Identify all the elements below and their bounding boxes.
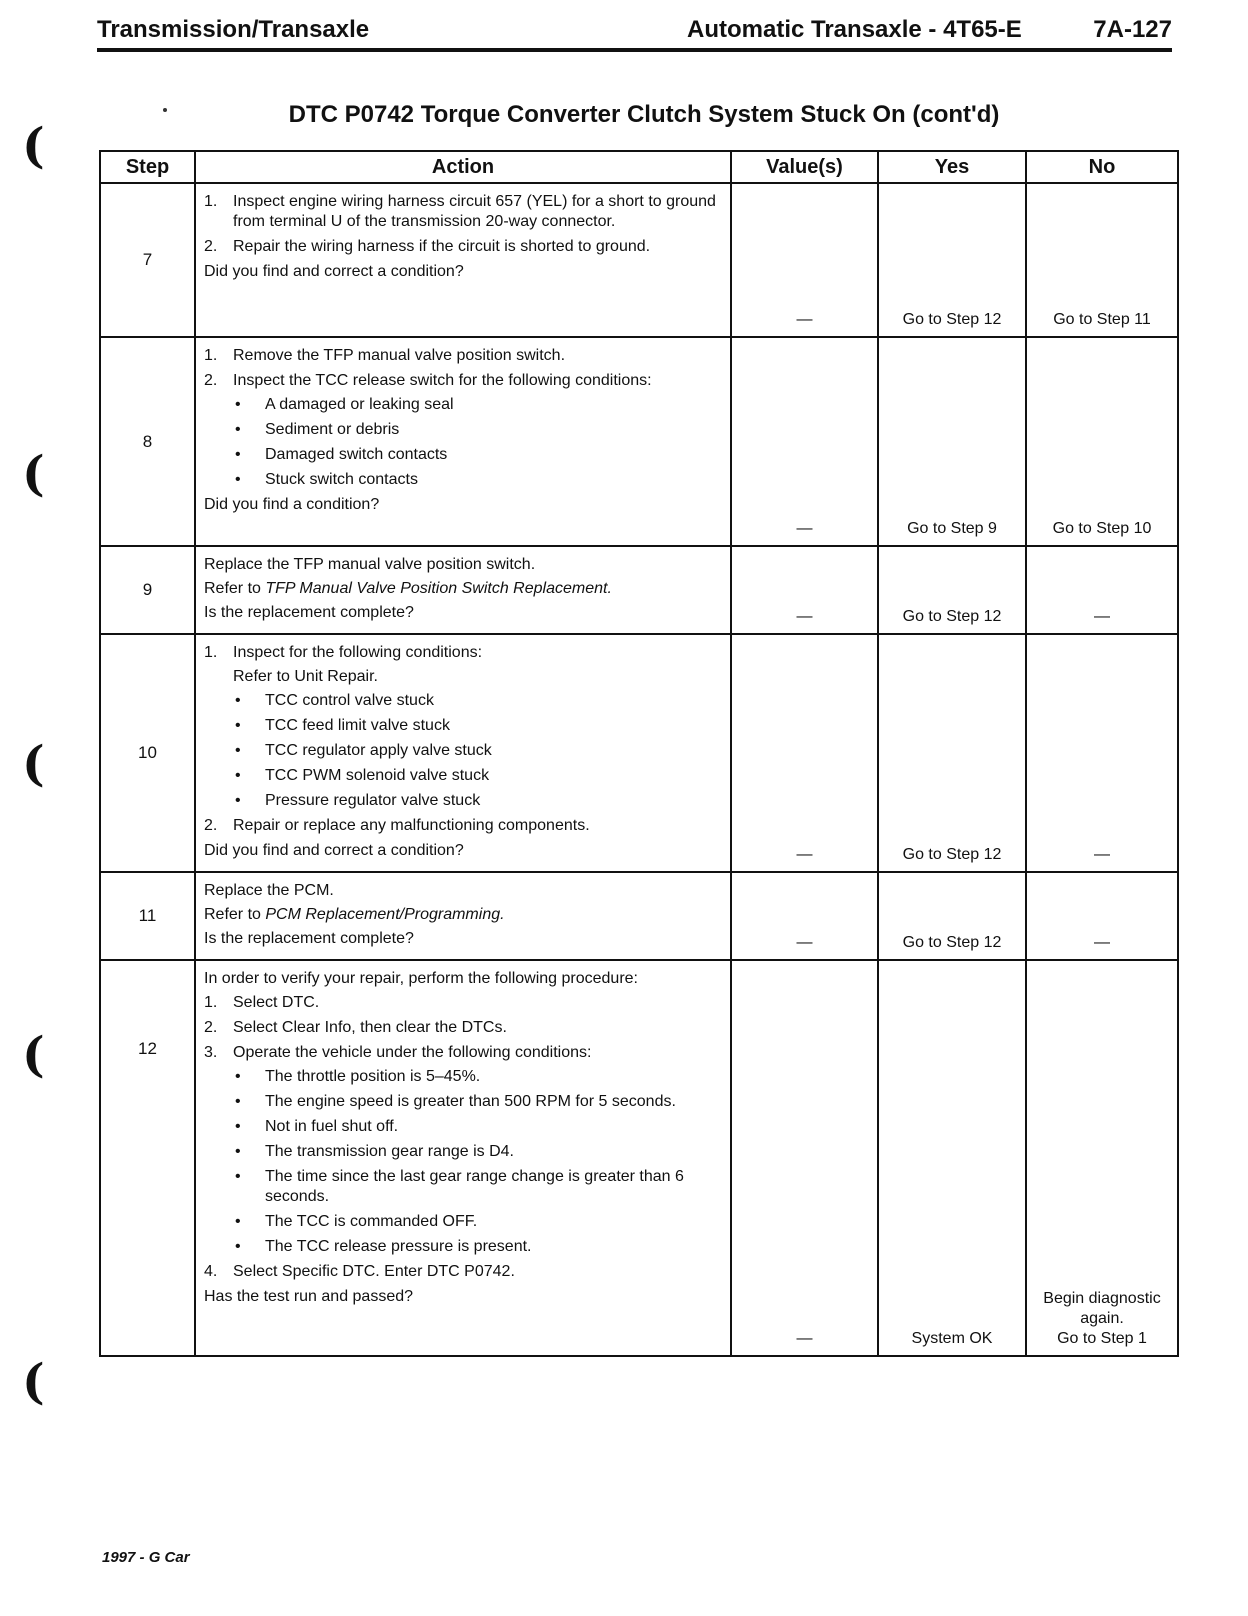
yes-cell: Go to Step 12 — [878, 872, 1026, 960]
column-header-action: Action — [195, 151, 731, 183]
bullet-item: • The TCC release pressure is present. — [233, 1237, 722, 1257]
bullet-item: • Damaged switch contacts — [233, 445, 722, 465]
bullet-item: • The transmission gear range is D4. — [233, 1142, 722, 1162]
action-line: Replace the PCM. — [204, 882, 334, 899]
action-question: Did you find a condition? — [204, 496, 380, 513]
table-row — [100, 960, 1178, 1356]
no-cell: — — [1026, 634, 1178, 872]
bullet-item: • Sediment or debris — [233, 420, 722, 440]
action-item: 1. Remove the TFP manual valve position switch. — [204, 347, 566, 364]
page-footer: 1997 - G Car — [102, 1549, 190, 1566]
action-question: Is the replacement complete? — [204, 604, 414, 621]
action-cell — [195, 183, 731, 337]
action-item: 3. Operate the vehicle under the following conditions: • The throttle position is 5–45%. • The engine speed is greater than 500 RPM for 5 seconds. • Not in fuel shut off. • The transmission gear range is D4. • The time since the last gear range change is greater than 6 seconds. • The TCC is commanded OFF. • The TCC release pressure is present. — [204, 1043, 722, 1257]
table-row — [100, 337, 1178, 546]
page-title: DTC P0742 Torque Converter Clutch System Stuck On (cont'd) — [288, 101, 1000, 128]
action-line: Replace the TFP manual valve position switch. — [204, 556, 536, 573]
bullet-item: • TCC feed limit valve stuck — [233, 716, 722, 736]
action-cell — [195, 872, 731, 960]
action-item: 1. Inspect for the following conditions: Refer to Unit Repair. • TCC control valve stuck • TCC feed limit valve stuck • TCC regulator apply valve stuck • TCC PWM solenoid valve stuck • Pressure regulator valve stuck — [204, 643, 722, 811]
value-cell: — — [731, 546, 878, 634]
step-number: 10 — [100, 634, 195, 872]
table-header-row — [100, 151, 1178, 183]
bullet-item: • The engine speed is greater than 500 RPM for 5 seconds. — [233, 1092, 722, 1112]
yes-cell: Go to Step 12 — [878, 183, 1026, 337]
value-cell: — — [731, 634, 878, 872]
step-number: 7 — [100, 183, 195, 337]
subsection-title: Automatic Transaxle - 4T65-E — [687, 16, 1022, 43]
action-question: Has the test run and passed? — [204, 1288, 414, 1305]
action-item: 2. Select Clear Info, then clear the DTCs. — [204, 1019, 507, 1036]
bullet-item: • TCC control valve stuck — [233, 691, 722, 711]
column-header-yes: Yes — [878, 151, 1026, 183]
no-cell: Go to Step 10 — [1026, 337, 1178, 546]
action-subline: Refer to Unit Repair. — [233, 668, 378, 685]
step-number: 11 — [100, 872, 195, 960]
yes-cell: Go to Step 12 — [878, 546, 1026, 634]
page-header — [97, 14, 1172, 52]
action-question: Is the replacement complete? — [204, 930, 414, 947]
action-item: 2. Repair the wiring harness if the circuit is shorted to ground. — [204, 238, 651, 255]
bullet-item: • The throttle position is 5–45%. — [233, 1067, 722, 1087]
yes-cell: Go to Step 12 — [878, 634, 1026, 872]
bullet-item: • Not in fuel shut off. — [233, 1117, 722, 1137]
action-item: 1. Inspect engine wiring harness circuit 657 (YEL) for a short to ground from terminal U of the transmission 20-way connector. — [204, 193, 716, 230]
bullet-item: • The TCC is commanded OFF. — [233, 1212, 722, 1232]
section-title: Transmission/Transaxle — [97, 16, 370, 43]
no-cell: — — [1026, 546, 1178, 634]
no-cell: Go to Step 11 — [1026, 183, 1178, 337]
action-cell — [195, 634, 731, 872]
binder-clip-icon: ( — [22, 446, 45, 502]
action-question: Did you find and correct a condition? — [204, 842, 464, 859]
bullet-item: • Pressure regulator valve stuck — [233, 791, 722, 811]
action-cell — [195, 546, 731, 634]
table-row — [100, 872, 1178, 960]
action-cell — [195, 960, 731, 1356]
bullet-item: • Stuck switch contacts — [233, 470, 722, 490]
action-reference: Refer to PCM Replacement/Programming. — [204, 906, 505, 923]
binder-clip-icon: ( — [22, 1354, 45, 1410]
column-header-step: Step — [100, 151, 195, 183]
action-reference: Refer to TFP Manual Valve Position Switch Replacement. — [204, 580, 612, 597]
step-number: 8 — [100, 337, 195, 546]
bullet-item: • A damaged or leaking seal — [233, 395, 722, 415]
page-number: 7A-127 — [1093, 16, 1172, 43]
no-cell: — — [1026, 872, 1178, 960]
step-number: 9 — [100, 546, 195, 634]
action-item: 2. Repair or replace any malfunctioning components. — [204, 817, 590, 834]
diagnostic-table — [99, 150, 1179, 1357]
action-item: 4. Select Specific DTC. Enter DTC P0742. — [204, 1263, 515, 1280]
table-row — [100, 546, 1178, 634]
binder-clip-icon: ( — [22, 118, 45, 174]
bullet-item: • TCC regulator apply valve stuck — [233, 741, 722, 761]
binder-clip-icon: ( — [22, 1027, 45, 1083]
yes-cell: System OK — [878, 960, 1026, 1356]
bullet-item: • TCC PWM solenoid valve stuck — [233, 766, 722, 786]
value-cell: — — [731, 872, 878, 960]
value-cell: — — [731, 183, 878, 337]
yes-cell: Go to Step 9 — [878, 337, 1026, 546]
table-row — [100, 183, 1178, 337]
value-cell: — — [731, 337, 878, 546]
step-number: 12 — [100, 960, 195, 1356]
action-item: 1. Select DTC. — [204, 994, 320, 1011]
binder-clip-icon: ( — [22, 736, 45, 792]
value-cell: — — [731, 960, 878, 1356]
column-header-no: No — [1026, 151, 1178, 183]
action-cell — [195, 337, 731, 546]
action-question: Did you find and correct a condition? — [204, 263, 464, 280]
bullet-item: • The time since the last gear range change is greater than 6 seconds. — [233, 1167, 722, 1207]
no-cell: Begin diagnostic again. Go to Step 1 — [1026, 960, 1178, 1356]
reference-document: PCM Replacement/Programming. — [265, 906, 505, 923]
table-row — [100, 634, 1178, 872]
column-header-values: Value(s) — [731, 151, 878, 183]
action-item: 2. Inspect the TCC release switch for the following conditions: • A damaged or leaking seal • Sediment or debris • Damaged switch contacts • Stuck switch contacts — [204, 371, 722, 490]
action-intro: In order to verify your repair, perform the following procedure: — [204, 970, 638, 987]
reference-document: TFP Manual Valve Position Switch Replacement. — [265, 580, 612, 597]
